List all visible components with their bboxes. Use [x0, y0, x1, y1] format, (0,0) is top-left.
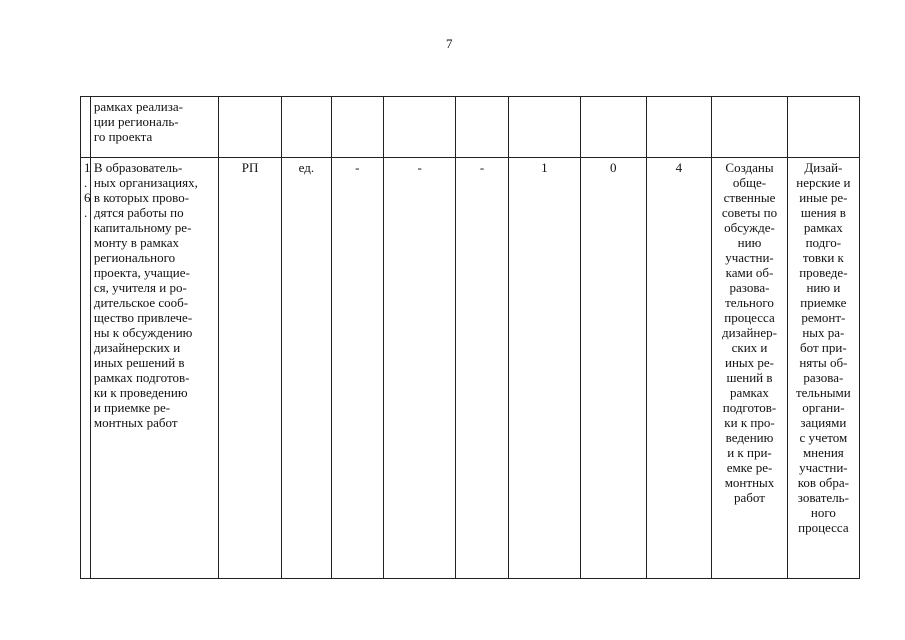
cell-number: 1.6.	[81, 158, 91, 579]
cell-source	[218, 97, 281, 158]
page-number: 7	[446, 36, 453, 51]
cell-value	[508, 97, 580, 158]
cell-value-5: 0	[580, 158, 646, 579]
cell-value	[384, 97, 456, 158]
cell-number	[81, 97, 91, 158]
cell-outcome: Дизай- нерские и иные ре- шения в рамках подго- товки к проведе- нию и приемке ремонт- ных ра- бот при- няты об- разова- тельными органи- зациями с учетом мнения участни- ков обра- зователь- ного процесса	[787, 158, 859, 579]
cell-value-1: -	[331, 158, 384, 579]
cell-outcome	[787, 97, 859, 158]
table-row-continuation	[81, 97, 860, 158]
cell-value	[646, 97, 712, 158]
indicators-table	[80, 96, 860, 579]
cell-value	[331, 97, 384, 158]
cell-value-2: -	[384, 158, 456, 579]
cell-unit: ед.	[282, 158, 331, 579]
cell-source: РП	[218, 158, 281, 579]
cell-unit	[282, 97, 331, 158]
table-row-1-6	[81, 158, 860, 579]
cell-value	[456, 97, 509, 158]
cell-value-4: 1	[508, 158, 580, 579]
cell-value-3: -	[456, 158, 509, 579]
cell-result	[712, 97, 787, 158]
cell-value	[580, 97, 646, 158]
cell-value-6: 4	[646, 158, 712, 579]
cell-description: рамках реализа- ции региональ- го проекта	[90, 97, 218, 158]
cell-result: Созданы обще- ственные советы по обсужде- нию участни- ками об- разова- тельного процесса дизайнер- ских и иных ре- шений в рамках подготов- ки к про- ведению и к при- емке ре- монтных работ	[712, 158, 787, 579]
cell-description: В образователь- ных организациях, в которых прово- дятся работы по капитальному ре- монту в рамках регионального проекта, учащие- ся, учителя и ро- дительское сооб- щество привлече- ны к обсуждению дизайнерских и иных решений в рамках подготов- ки к проведению и приемке ре- монтных работ	[90, 158, 218, 579]
